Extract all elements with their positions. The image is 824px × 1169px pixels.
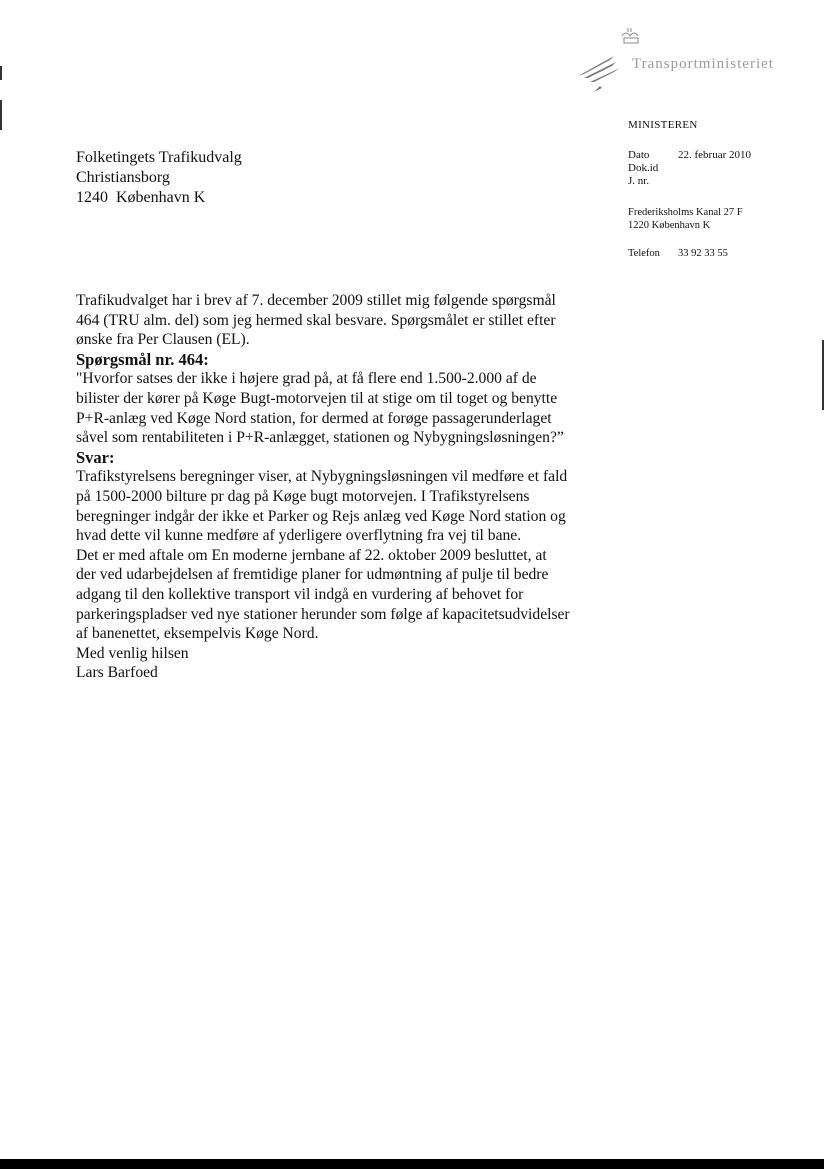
dokid-row [628, 162, 808, 175]
ministry-logo [570, 26, 800, 96]
question-paragraph [76, 369, 596, 447]
answer-line: Det er med aftale om En moderne jernbane af 22. oktober 2009 besluttet, at [76, 546, 547, 564]
answer-line: der ved udarbejdelsen af fremtidige planer for udmøntning af pulje til bedre [76, 566, 549, 584]
intro-line: 464 (TRU alm. del) som jeg hermed skal besvare. Spørgsmålet er stillet efter [76, 311, 556, 329]
scan-edge-mark-left-top [0, 66, 2, 80]
recipient-line-2: Christiansborg [76, 169, 170, 186]
answer-line: beregninger indgår der ikke et Parker og Rejs anlæg ved Køge Nord station og [76, 507, 566, 525]
letter-metadata [628, 119, 808, 259]
address-line-2: 1220 København K [628, 220, 711, 231]
answer-line: hvad dette vil kunne medføre af yderligere overflytning fra vej til bane. [76, 527, 522, 545]
scan-bottom-bar [0, 1159, 824, 1169]
jnr-label: J. nr. [628, 175, 650, 187]
phone-row [628, 248, 808, 259]
answer-line: parkeringspladser ved nye stationer herunder som følge af kapacitetsudvidelser [76, 605, 570, 623]
scan-edge-mark-left-mid [0, 100, 2, 130]
department-label: MINISTEREN [628, 119, 698, 131]
closing-salutation: Med venlig hilsen [76, 644, 189, 662]
date-value: 22. februar 2010 [678, 149, 752, 161]
answer-line: af banenettet, eksempelvis Køge Nord. [76, 625, 319, 643]
sender-address [628, 206, 808, 232]
date-row [628, 149, 808, 162]
intro-line: ønske fra Per Clausen (EL). [76, 331, 250, 349]
recipient-line-1: Folketingets Trafikudvalg [76, 149, 242, 166]
phone-label: Telefon [628, 248, 660, 259]
address-line-1: Frederiksholms Kanal 27 F [628, 207, 743, 218]
intro-line: Trafikudvalget har i brev af 7. december 2009 stillet mig følgende spørgsmål [76, 292, 556, 309]
question-line: såvel som rentabiliteten i P+R-anlægget, stationen og Nybygningsløsningen?” [76, 429, 564, 447]
intro-paragraph [76, 291, 596, 350]
dokid-label: Dok.id [628, 162, 659, 174]
signature-name: Lars Barfoed [76, 664, 158, 682]
answer-heading: Svar: [76, 447, 115, 467]
letter-body [76, 291, 596, 683]
date-label: Dato [628, 149, 650, 161]
question-line: bilister der kører på Køge Bugt-motorvejen til at stige om til toget og benytte [76, 389, 558, 407]
recipient-address [76, 148, 242, 208]
answer-line: Trafikstyrelsens beregninger viser, at Nybygningsløsningen vil medføre et fald [76, 468, 568, 486]
question-line: P+R-anlæg ved Køge Nord station, for dermed at forøge passagerunderlaget [76, 409, 552, 427]
answer-line: adgang til den kollektive transport vil indgå en vurdering af behovet for [76, 585, 524, 603]
recipient-line-3: 1240 København K [76, 189, 206, 206]
answer-paragraph-2 [76, 546, 596, 644]
ministry-name: Transportministeriet [632, 56, 774, 72]
question-line: "Hvorfor satses der ikke i højere grad på, at få flere end 1.500-2.000 af de [76, 370, 537, 388]
answer-paragraph-1 [76, 467, 596, 545]
phone-value: 33 92 33 55 [678, 248, 728, 259]
question-heading: Spørgsmål nr. 464: [76, 349, 209, 369]
answer-line: på 1500-2000 bilture pr dag på Køge bugt motorvejen. I Trafikstyrelsens [76, 487, 530, 505]
jnr-row [628, 175, 808, 188]
